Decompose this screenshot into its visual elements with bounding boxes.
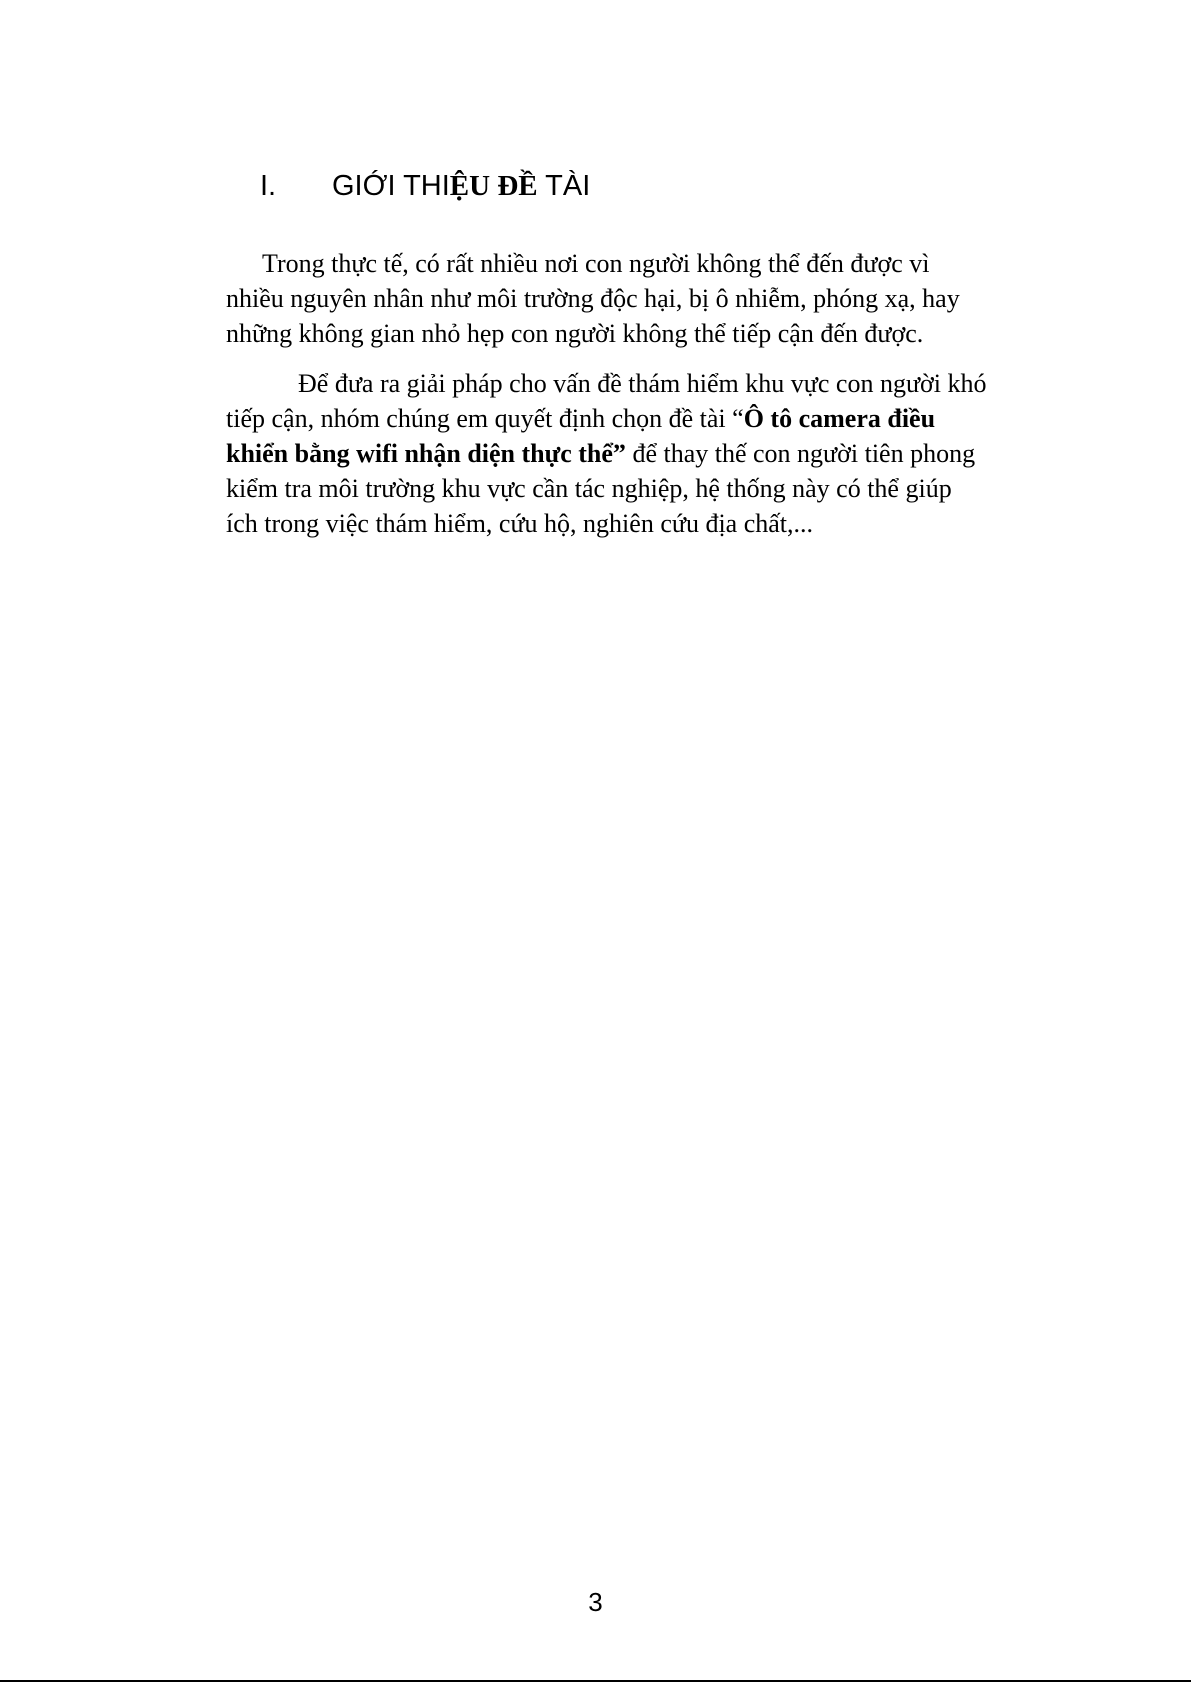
paragraph-solution — [226, 366, 1056, 541]
page-number: 3 — [588, 1587, 603, 1617]
section-title-part2: ỆU ĐỀ — [449, 170, 538, 202]
paragraph-line — [226, 436, 1056, 471]
paragraph-introduction — [226, 246, 1056, 351]
paragraph-text: tiếp cận, nhóm chúng em quyết định chọn đề tài “ — [226, 404, 744, 433]
section-title-part3: TÀI — [537, 170, 591, 202]
paragraph-line: ích trong việc thám hiểm, cứu hộ, nghiên cứu địa chất,... — [226, 509, 814, 538]
paragraph-line: những không gian nhỏ hẹp con người không thể tiếp cận đến được. — [226, 319, 924, 348]
paragraph-text: để thay thế con người tiên phong — [625, 439, 976, 468]
paragraph-line: nhiều nguyên nhân như môi trường độc hại, bị ô nhiễm, phóng xạ, hay — [226, 284, 960, 313]
paragraph-line: kiểm tra môi trường khu vực cần tác nghiệp, hệ thống này có thể giúp — [226, 474, 952, 503]
section-title-part1: GIỚI THI — [332, 170, 450, 202]
paragraph-line: Để đưa ra giải pháp cho vấn đề thám hiểm khu vực con người khó — [298, 369, 987, 398]
footer-divider — [0, 1680, 1191, 1682]
project-title-bold: khiển bằng wifi nhận diện thực thể” — [226, 439, 626, 468]
project-title-bold: Ô tô camera điều — [743, 404, 936, 433]
paragraph-line — [226, 401, 1056, 436]
section-number: I. — [260, 170, 277, 202]
paragraph-line: Trong thực tế, có rất nhiều nơi con người không thể đến được vì — [262, 249, 930, 278]
section-heading — [260, 166, 590, 206]
